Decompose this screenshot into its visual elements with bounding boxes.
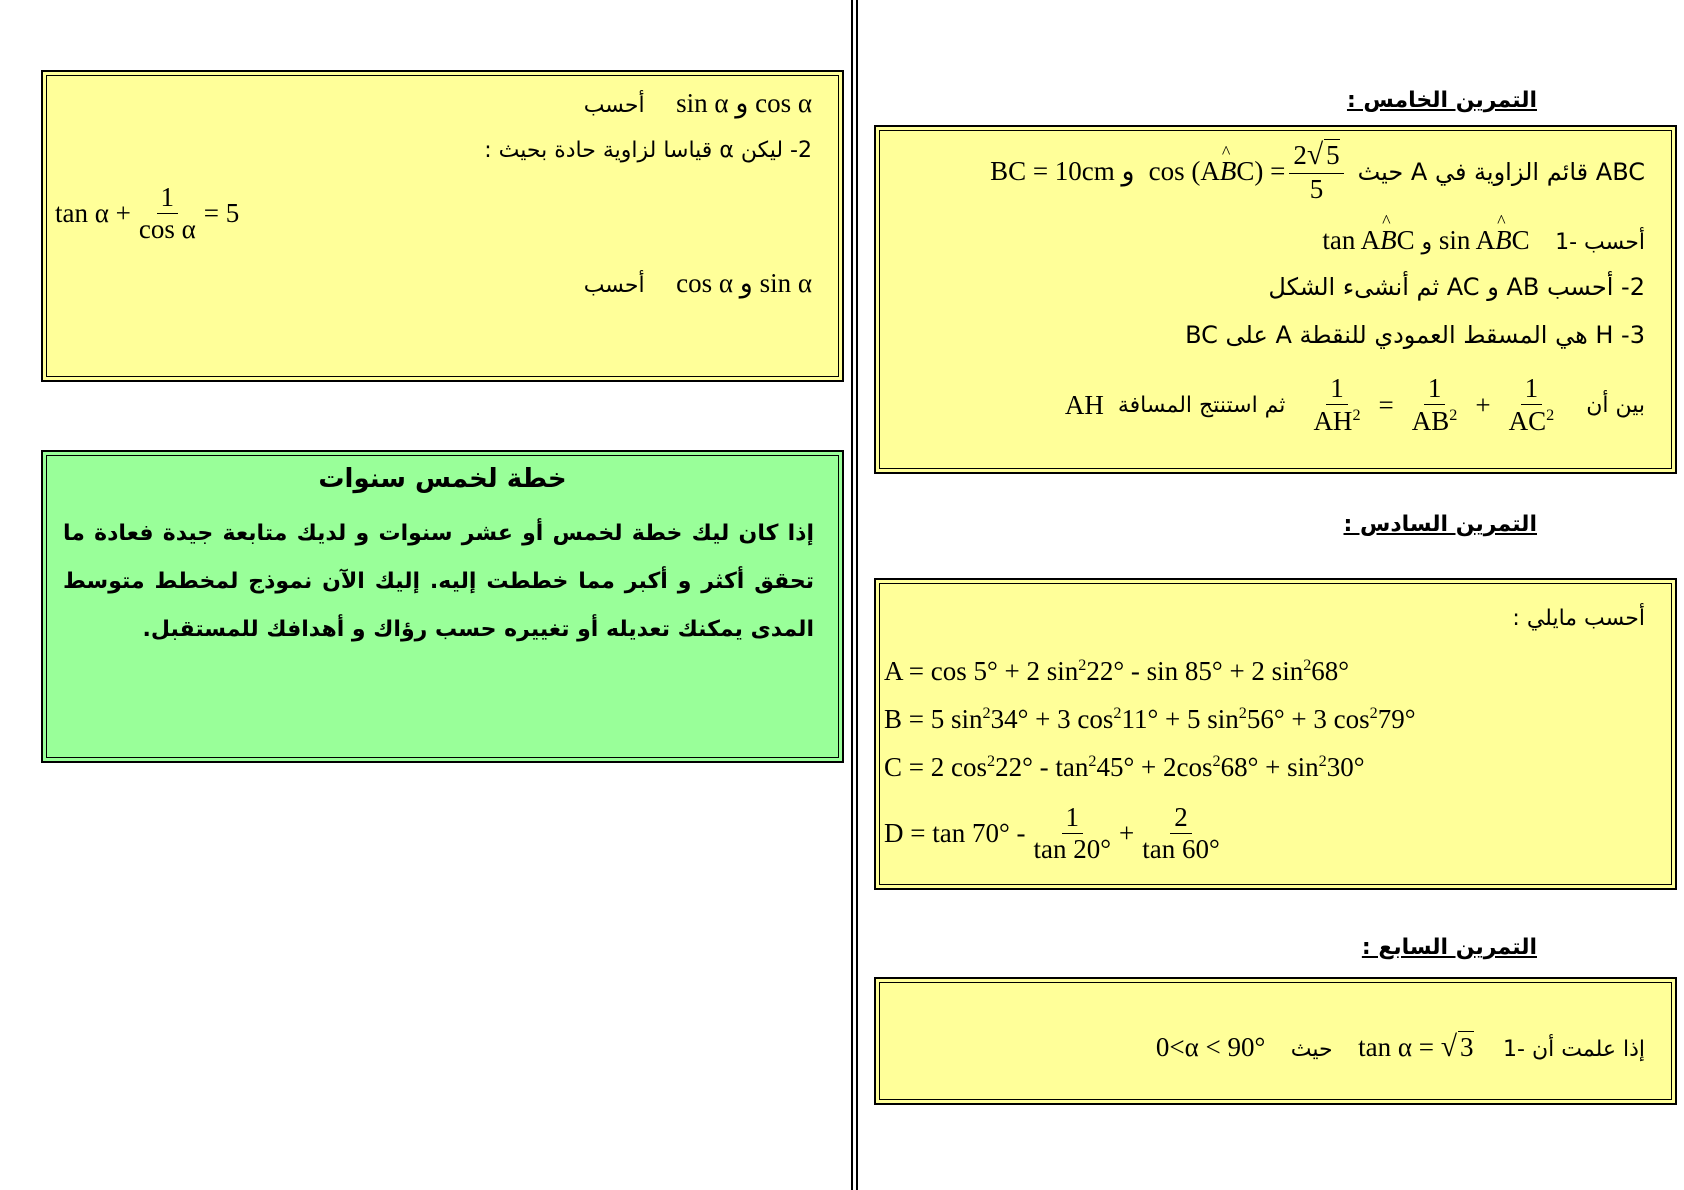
sqrt-3-radicand: 3 xyxy=(1460,1032,1474,1062)
eq-fraction xyxy=(135,184,200,243)
frac-ah-den xyxy=(1309,405,1364,435)
eq-numerator: 1 xyxy=(157,184,179,214)
ah-square: 2 xyxy=(1352,406,1361,424)
compute-sin-cos-line xyxy=(584,88,812,119)
bc-length: BC = 10cm و xyxy=(990,156,1135,187)
sin-cos-expr: sin α و cos α xyxy=(676,88,812,118)
c-p3: 2 xyxy=(1088,752,1097,770)
ah-label: AH xyxy=(1313,406,1353,436)
sqrt-radicand: 5 xyxy=(1326,140,1340,170)
frac-ac-den xyxy=(1505,405,1559,435)
a-p3: 2 xyxy=(1303,656,1312,674)
expr-a xyxy=(884,656,1349,687)
b-p7: 2 xyxy=(1369,704,1378,722)
ex5-line-3: 2- أحسب AB و AC ثم أنشىء الشكل xyxy=(1268,273,1645,301)
frac-ab-den xyxy=(1408,405,1462,435)
b-p6: 56° + 3 cos xyxy=(1246,704,1370,734)
sin-abc: sin A xyxy=(1438,225,1496,255)
tan-c: C xyxy=(1396,225,1415,255)
frac-ah-num: 1 xyxy=(1326,375,1348,405)
d-fraction-1 xyxy=(1030,804,1116,863)
tan-abc: tan A xyxy=(1322,225,1381,255)
ah-result: AH xyxy=(1064,389,1104,420)
expr-b xyxy=(884,704,1416,735)
a-p2: 22° - sin 85° + 2 sin xyxy=(1086,656,1304,686)
b-p1: 2 xyxy=(982,704,991,722)
exercise-5-box xyxy=(874,125,1677,474)
frac-ab-num: 1 xyxy=(1424,375,1446,405)
c-p6: 68° + sin xyxy=(1220,752,1319,782)
b-p3: 2 xyxy=(1113,704,1122,722)
five-year-plan-box xyxy=(41,450,844,763)
expr-d xyxy=(884,804,1228,863)
plan-title: خطة لخمس سنوات xyxy=(318,464,567,494)
b-p8: 79° xyxy=(1377,704,1416,734)
ex5-line-5 xyxy=(1065,375,1645,435)
cos-angle-start: cos (A xyxy=(1148,156,1220,187)
angle-vertex: ^ B xyxy=(1220,156,1237,187)
d-left: D = tan 70° - xyxy=(884,818,1026,848)
ac-label: AC xyxy=(1508,406,1547,436)
plan-text: إذا كان ليك خطة لخمس أو عشر سنوات و لديك متابعة جيدة فعادة ما تحقق أكثر و أكبر مما خططت إليه. إليك الآن نموذج لمخطط متوسط المدى يمكنك تعديله أو تغييره حسب رؤاك و أهدافك للمستقبل. xyxy=(63,521,814,642)
page-divider xyxy=(851,0,858,1190)
compute-label-2: أحسب xyxy=(583,273,645,298)
sin-vertex: ^ B xyxy=(1495,225,1512,256)
a-p0: A = cos 5° + 2 sin xyxy=(884,656,1079,686)
exercise-7-title: التمرين السابع : xyxy=(1361,935,1537,960)
exercise-6-title: التمرين السادس : xyxy=(1343,512,1537,537)
left-exercise-box xyxy=(41,70,844,382)
ex5-line-4: 3- H هي المسقط العمودي للنقطة A على BC xyxy=(1185,321,1645,349)
sqrt-3-symbol: √ xyxy=(1440,1031,1458,1063)
frac-ac-num: 1 xyxy=(1521,375,1543,405)
frac-ac xyxy=(1505,375,1559,435)
d-plus: + xyxy=(1119,818,1135,848)
b-p4: 11° + 5 sin xyxy=(1121,704,1239,734)
ex7-line-1 xyxy=(1156,1031,1645,1064)
a-p4: 68° xyxy=(1311,656,1350,686)
where-word: حيث xyxy=(1290,1037,1333,1062)
c-p7: 2 xyxy=(1318,752,1327,770)
compute-cos-sin-line xyxy=(584,268,812,299)
d-f2-num: 2 xyxy=(1170,804,1192,834)
ab-label: AB xyxy=(1411,406,1450,436)
cos-coef: 2 xyxy=(1293,140,1307,170)
d-f1-num: 1 xyxy=(1062,804,1084,834)
d-f2-den: tan 60° xyxy=(1142,834,1220,864)
tan-alpha: tan α = xyxy=(1358,1032,1434,1062)
ex5-line-2 xyxy=(1322,225,1645,256)
exercise-7-box xyxy=(874,977,1677,1105)
cos-sin-expr: cos α و sin α xyxy=(676,268,812,298)
ac-square: 2 xyxy=(1546,406,1555,424)
sqrt-symbol: √ xyxy=(1306,139,1324,171)
b-p2: 34° + 3 cos xyxy=(990,704,1114,734)
exercise-6-box xyxy=(874,578,1677,890)
c-p2: 22° - tan xyxy=(995,752,1089,782)
ex5-line-1 xyxy=(990,141,1645,203)
eq-left: tan α + xyxy=(55,198,131,228)
eq-right: = 5 xyxy=(203,198,240,228)
tan-vertex: ^ B xyxy=(1380,225,1397,256)
compute-label: أحسب xyxy=(583,93,645,118)
exercise-5-title: التمرين الخامس : xyxy=(1346,88,1537,113)
eq-denominator: cos α xyxy=(138,214,196,244)
c-p4: 45° + 2cos xyxy=(1096,752,1213,782)
sin-c: C xyxy=(1511,225,1530,255)
triangle-statement: ABC قائم الزاوية في A حيث xyxy=(1357,157,1645,186)
tan-equation xyxy=(55,184,239,243)
c-p5: 2 xyxy=(1212,752,1221,770)
show-that: بين أن xyxy=(1586,392,1645,418)
deduce-text: ثم استنتج المسافة xyxy=(1117,392,1286,418)
expr-c xyxy=(884,752,1365,783)
if-known: 1- إذا علمت أن xyxy=(1503,1037,1645,1062)
alpha-range: 0<α < 90° xyxy=(1155,1032,1266,1062)
c-p1: 2 xyxy=(986,752,996,770)
a-p1: 2 xyxy=(1078,656,1087,674)
d-f1-den: tan 20° xyxy=(1033,834,1112,864)
q1-label: 1- أحسب xyxy=(1555,230,1645,255)
c-p0: C = 2 cos xyxy=(884,752,987,782)
ab-square: 2 xyxy=(1449,406,1458,424)
cos-angle-end: C) = xyxy=(1236,156,1286,187)
frac-ah xyxy=(1309,375,1364,435)
cos-value-fraction xyxy=(1289,141,1343,203)
and-word: و xyxy=(1421,230,1433,255)
equals-sign: = xyxy=(1378,389,1394,420)
b-p0: B = 5 sin xyxy=(884,704,983,734)
question-2-line: 2- ليكن α قياسا لزاوية حادة بحيث : xyxy=(484,138,812,163)
b-p5: 2 xyxy=(1238,704,1247,722)
frac-ab xyxy=(1408,375,1462,435)
ex6-intro: أحسب مايلي : xyxy=(1512,606,1645,631)
cos-numerator xyxy=(1289,141,1343,174)
cos-denominator: 5 xyxy=(1309,173,1324,204)
plus-sign: + xyxy=(1475,389,1491,420)
c-p8: 30° xyxy=(1326,752,1365,782)
d-fraction-2 xyxy=(1138,804,1224,863)
